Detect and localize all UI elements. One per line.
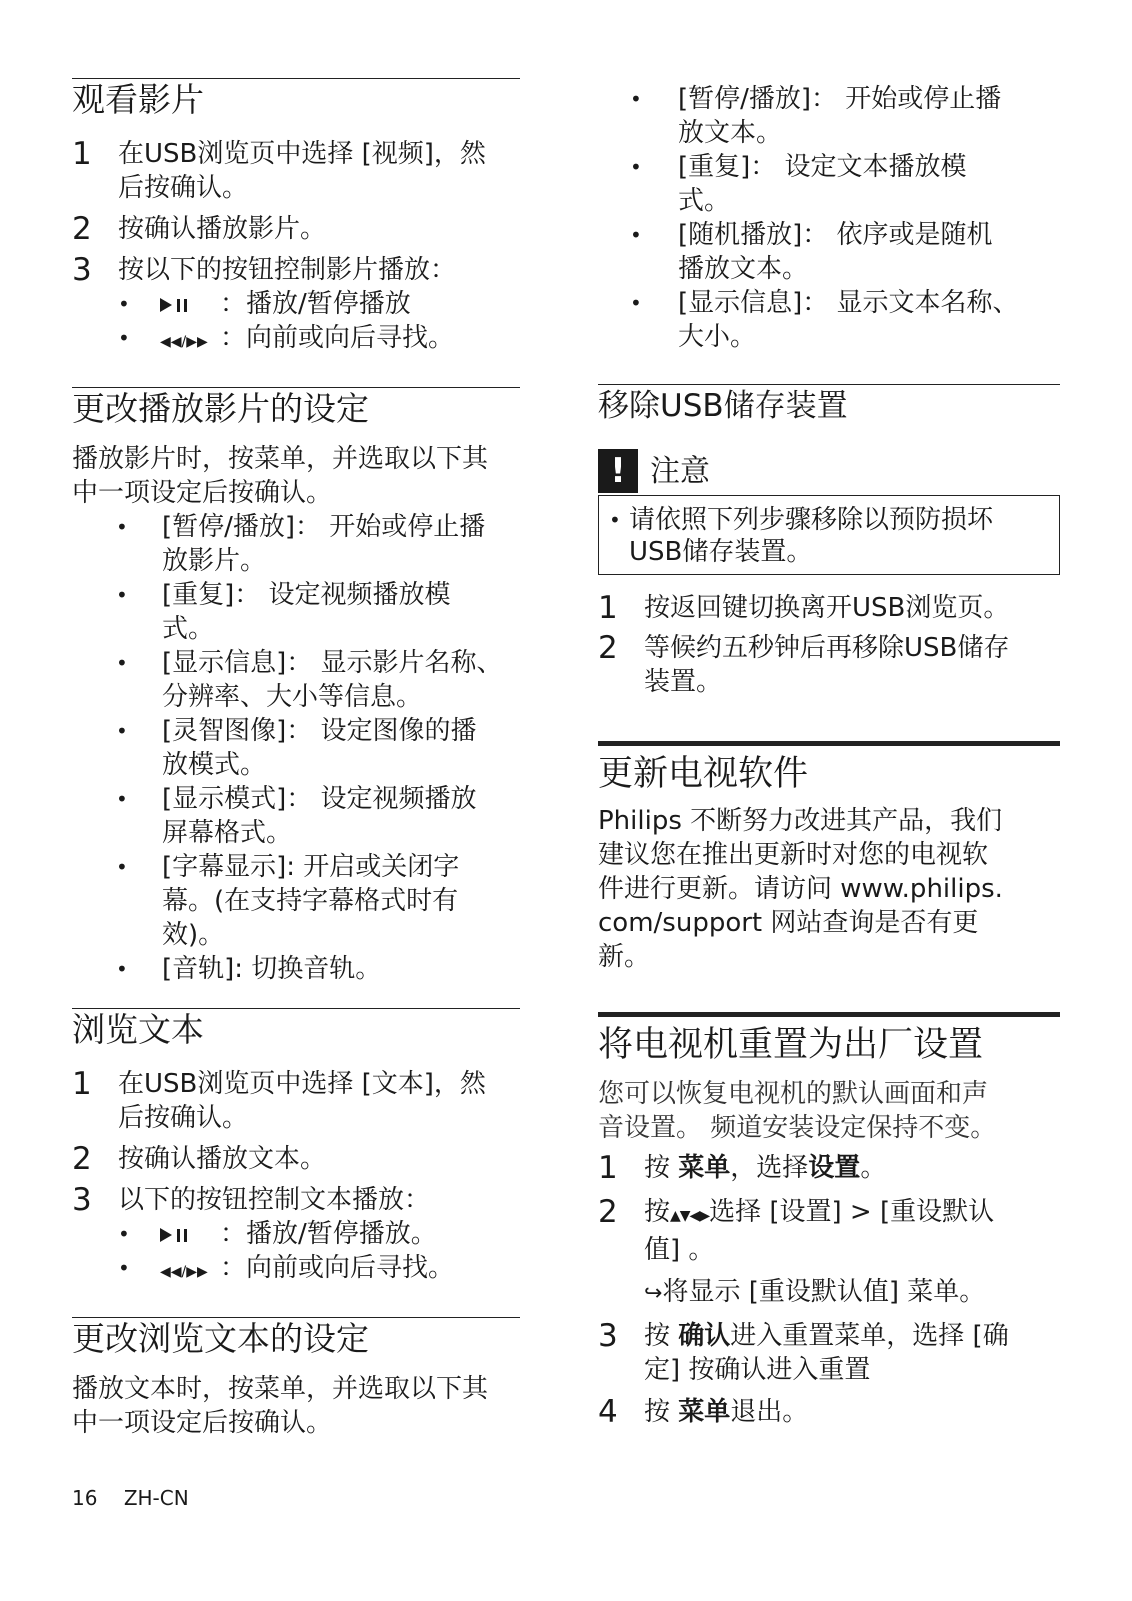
step <box>598 591 1060 625</box>
note-text: 请依照下列步骤移除以预防损坏 <box>629 505 994 535</box>
list-item: • [显示信息]： 显示影片名称、 分辨率、大小等信息。 <box>72 646 520 714</box>
intro-line: 音设置。 频道安装设定保持不变。 <box>598 1113 997 1143</box>
step-number: 1 <box>598 1150 618 1186</box>
list-text: [重复]： 设定文本播放模 <box>678 152 967 182</box>
body-line: 建议您在推出更新时对您的电视软 <box>598 840 989 870</box>
list-item: • [暂停/播放]： 开始或停止播 放影片。 <box>72 510 520 578</box>
section-title-watch-video: 观看影片 <box>72 80 204 119</box>
result-text: 将显示 [重设默认值] 菜单。 <box>662 1277 986 1307</box>
step <box>72 137 520 205</box>
list-text: 幕。(在支持字幕格式时有 <box>162 886 459 916</box>
list-item: • [字幕显示]: 开启或关闭字 幕。(在支持字幕格式时有 效)。 <box>72 850 520 952</box>
rewind-forward-icon: ◀◀/▶▶ <box>160 1264 208 1280</box>
step <box>72 1183 520 1217</box>
menu-label: 菜单 <box>678 1397 731 1427</box>
video-settings-intro <box>72 442 520 510</box>
step-text: 值] 。 <box>644 1235 715 1265</box>
list-item: • [重复]： 设定视频播放模 式。 <box>72 578 520 646</box>
text-settings-list <box>598 82 1060 354</box>
factory-reset-steps <box>598 1151 1060 1429</box>
note-title: 注意 <box>650 454 710 489</box>
list-item: • [随机播放]： 依序或是随机 播放文本。 <box>598 218 1060 286</box>
list-text: [显示信息]： 显示影片名称、 <box>162 648 503 678</box>
note-text: USB储存装置。 <box>629 537 813 567</box>
list-item: • [音轨]: 切换音轨。 <box>72 952 520 986</box>
section-title-remove-usb: 移除USB储存装置 <box>598 388 848 424</box>
update-software-body <box>598 804 1060 974</box>
list-text: [暂停/播放]： 开始或停止播 <box>162 512 486 542</box>
step-text: 。 <box>860 1153 887 1183</box>
list-text: 式。 <box>678 186 731 216</box>
intro-line: 您可以恢复电视机的默认画面和声 <box>598 1079 989 1109</box>
step-text: 按确认播放影片。 <box>118 214 327 244</box>
step-number: 4 <box>598 1394 618 1430</box>
factory-reset-intro <box>598 1077 1060 1145</box>
control-text: ：播放/暂停播放 <box>220 289 411 319</box>
list-text: 屏幕格式。 <box>162 818 293 848</box>
step-result <box>644 1275 1060 1311</box>
step-text: 按以下的按钮控制影片播放： <box>118 255 457 285</box>
text-settings-intro <box>72 1372 520 1440</box>
list-item: • [显示模式]： 设定视频播放 屏幕格式。 <box>72 782 520 850</box>
list-item: • [重复]： 设定文本播放模 式。 <box>598 150 1060 218</box>
rewind-forward-icon: ◀◀/▶▶ <box>160 334 208 350</box>
list-text: [重复]： 设定视频播放模 <box>162 580 451 610</box>
list-text: 放模式。 <box>162 750 267 780</box>
control-item <box>72 287 520 321</box>
step-number: 1 <box>72 1066 92 1102</box>
result-arrow-icon: ↪ <box>644 1281 663 1306</box>
list-text: 效)。 <box>162 920 225 950</box>
step-number: 2 <box>598 1194 618 1230</box>
section-title-video-settings: 更改播放影片的设定 <box>72 389 369 428</box>
step-text: 定] 按确认进入重置 <box>644 1355 871 1385</box>
bullet-dot: • <box>118 292 130 316</box>
body-line: Philips 不断努力改进其产品，我们 <box>598 806 1003 836</box>
step-text: 退出。 <box>730 1397 809 1427</box>
step <box>598 1195 1060 1311</box>
section-rule <box>598 741 1060 746</box>
bullet-dot: • <box>118 1222 130 1246</box>
step <box>72 1067 520 1135</box>
intro-line: 播放影片时，按菜单，并选取以下其 <box>72 444 489 474</box>
intro-line: 中一项设定后按确认。 <box>72 1408 333 1438</box>
body-line: com/support 网站查询是否有更 <box>598 908 979 938</box>
note-block <box>598 449 1060 575</box>
step-text: 在USB浏览页中选择 [文本]，然 <box>118 1069 486 1099</box>
step <box>72 212 520 246</box>
section-rule <box>598 1012 1060 1017</box>
list-item: • [显示信息]： 显示文本名称、 大小。 <box>598 286 1060 354</box>
play-pause-icon <box>160 298 220 312</box>
step-text: 后按确认。 <box>118 1103 249 1133</box>
language-code: ZH-CN <box>123 1486 189 1510</box>
bullet-dot: • <box>118 326 130 350</box>
step-text: 选择 [设置] > [重设默认 <box>709 1197 995 1227</box>
body-line: 新。 <box>598 942 651 972</box>
step <box>72 253 520 287</box>
play-pause-icon <box>160 1228 220 1242</box>
list-text: 式。 <box>162 614 215 644</box>
section-title-text-settings: 更改浏览文本的设定 <box>72 1319 369 1358</box>
left-column <box>72 0 520 1440</box>
control-item <box>72 1251 520 1289</box>
note-header <box>598 449 1060 495</box>
list-item: • [灵智图像]： 设定图像的播 放模式。 <box>72 714 520 782</box>
settings-label: 设置 <box>808 1153 861 1183</box>
step-text: 进入重置菜单，选择 [确 <box>730 1321 1009 1351</box>
step-number: 3 <box>72 252 92 288</box>
step-text: ，选择 <box>730 1153 809 1183</box>
step-number: 2 <box>72 211 92 247</box>
control-text: ：向前或向后寻找。 <box>220 323 455 353</box>
section-title-factory-reset: 将电视机重置为出厂设置 <box>598 1025 984 1065</box>
step-text: 在USB浏览页中选择 [视频]，然 <box>118 139 486 169</box>
step-text: 按 <box>644 1397 679 1427</box>
list-text: 放影片。 <box>162 546 267 576</box>
step <box>598 631 1060 699</box>
remove-usb-steps <box>598 591 1060 699</box>
browse-text-steps <box>72 1067 520 1289</box>
video-settings-list <box>72 510 520 986</box>
list-item: • [暂停/播放]： 开始或停止播 放文本。 <box>598 82 1060 150</box>
list-text: 播放文本。 <box>678 254 809 284</box>
list-text: 分辨率、大小等信息。 <box>162 682 423 712</box>
right-column <box>598 0 1060 1429</box>
watch-video-steps <box>72 137 520 359</box>
control-text: ：向前或向后寻找。 <box>220 1253 455 1283</box>
step-text: 按 <box>644 1197 671 1227</box>
note-content: • 请依照下列步骤移除以预防损坏 USB储存装置。 <box>598 495 1060 575</box>
ok-label: 确认 <box>678 1321 731 1351</box>
step-text: 按 <box>644 1321 679 1351</box>
step-number: 1 <box>72 136 92 172</box>
list-text: [随机播放]： 依序或是随机 <box>678 220 993 250</box>
list-text: [字幕显示]: 开启或关闭字 <box>162 852 460 882</box>
control-item <box>72 321 520 359</box>
step-text: 装置。 <box>644 667 723 697</box>
step-text: 后按确认。 <box>118 173 249 203</box>
step <box>598 1319 1060 1387</box>
step-text: 按 <box>644 1153 679 1183</box>
step-text: 等候约五秒钟后再移除USB储存 <box>644 633 1010 663</box>
control-text: ：播放/暂停播放。 <box>220 1219 437 1249</box>
warning-icon: ! <box>598 449 638 493</box>
list-text: [显示模式]： 设定视频播放 <box>162 784 477 814</box>
page-footer <box>72 1486 209 1510</box>
list-text: [暂停/播放]： 开始或停止播 <box>678 84 1002 114</box>
list-text: [音轨]: 切换音轨。 <box>162 954 382 984</box>
step <box>598 1151 1060 1185</box>
step-number: 1 <box>598 590 618 626</box>
step-text: 按确认播放文本。 <box>118 1144 327 1174</box>
page-number: 16 <box>72 1486 98 1510</box>
menu-label: 菜单 <box>678 1153 731 1183</box>
section-title-browse-text: 浏览文本 <box>72 1010 204 1049</box>
step-text: 以下的按钮控制文本播放： <box>118 1185 431 1215</box>
section-title-update-software: 更新电视软件 <box>598 754 809 794</box>
list-text: 大小。 <box>678 322 757 352</box>
intro-line: 播放文本时，按菜单，并选取以下其 <box>72 1374 489 1404</box>
step-number: 2 <box>72 1141 92 1177</box>
list-text: 放文本。 <box>678 118 783 148</box>
step-text: 按返回键切换离开USB浏览页。 <box>644 593 1010 623</box>
list-text: [灵智图像]： 设定图像的播 <box>162 716 477 746</box>
step <box>598 1395 1060 1429</box>
step-number: 2 <box>598 630 618 666</box>
intro-line: 中一项设定后按确认。 <box>72 478 333 508</box>
list-text: [显示信息]： 显示文本名称、 <box>678 288 1019 318</box>
step-number: 3 <box>598 1318 618 1354</box>
control-item <box>72 1217 520 1251</box>
step-number: 3 <box>72 1182 92 1218</box>
body-line: 件进行更新。请访问 www.philips. <box>598 874 1003 904</box>
bullet-dot: • <box>118 1256 130 1280</box>
arrow-keys-icon: ▲▼◀▶ <box>670 1208 710 1224</box>
step <box>72 1142 520 1176</box>
